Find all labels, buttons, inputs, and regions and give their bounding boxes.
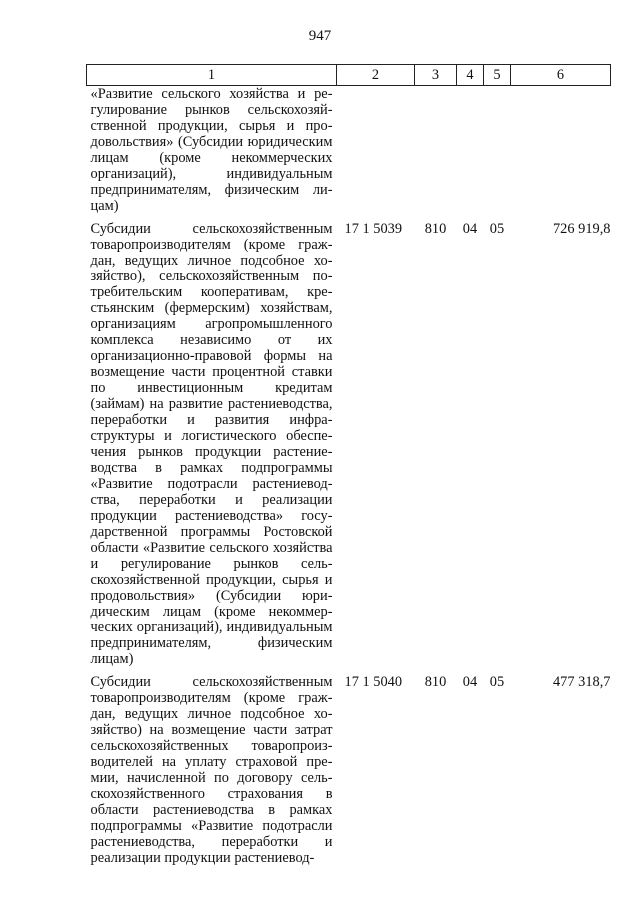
row-amount: 726 919,8 xyxy=(552,220,611,237)
row-expense-type: 810 xyxy=(424,674,447,691)
row-expense-type xyxy=(415,86,457,215)
row-expense-type: 810 xyxy=(424,220,447,237)
row-section: 04 xyxy=(462,220,478,237)
row-subsection xyxy=(484,86,511,215)
column-header-5: 5 xyxy=(484,65,511,86)
row-section: 04 xyxy=(462,674,478,691)
row-description: Субсидии сельскохозяйственным товаропроизводителям (кроме граждан, ведущих личное подсобное хозяйство) на возмещение части затрат сельскохозяйственных товаропроизводителей на уплату страховой премии, начисленной по договору сельскохозяйственного страхования в области растениеводства в рамках подпрограммы «Развитие подотрасли растениеводства, переработки и реализации продукции растениевод- xyxy=(90,674,333,866)
table-row xyxy=(87,215,611,669)
row-description: «Развитие сельского хозяйства и регулирование рынков сельскохозяйственной продукции, сырья и продовольствия» (Субсидии юридическим лицам (кроме некоммерческих организаций), индивидуальным предпринимателям, физическим лицам) xyxy=(90,86,333,214)
budget-table xyxy=(86,64,611,867)
column-header-6: 6 xyxy=(511,65,611,86)
page-number: 947 xyxy=(308,28,332,44)
table-header-row xyxy=(87,65,611,86)
column-header-3: 3 xyxy=(415,65,457,86)
row-section xyxy=(457,86,484,215)
row-target-code: 17 1 5039 xyxy=(344,220,403,237)
column-header-4: 4 xyxy=(457,65,484,86)
column-header-2: 2 xyxy=(337,65,415,86)
column-header-1: 1 xyxy=(87,65,337,86)
row-target-code xyxy=(337,86,415,215)
table-row xyxy=(87,668,611,866)
row-subsection: 05 xyxy=(489,220,505,237)
row-amount: 477 318,7 xyxy=(552,674,611,691)
row-target-code: 17 1 5040 xyxy=(344,674,403,691)
table-row xyxy=(87,86,611,215)
row-subsection: 05 xyxy=(489,674,505,691)
row-description: Субсидии сельскохозяйственным товаропроизводителям (кроме граждан, ведущих личное подсобное хозяйство), сельскохозяйственным потребительским кооперативам, крестьянским (фермерским) хозяйствам, организациям агропромышленного комплекса независимо от их организационно-правовой формы на возмещение части процентной ставки по инвестиционным кредитам (займам) на развитие растениеводства, переработки и развития инфраструктуры и логистического обеспечения рынков продукции растениеводства в рамках подпрограммы «Развитие подотрасли растениеводства, переработки и реализации продукции растениеводства» государственной программы Ростовской области «Развитие сельского хозяйства и регулирование рынков сельскохозяйственной продукции, сырья и продовольствия» (Субсидии юридическим лицам (кроме некоммерческих организаций), индивидуальным предпринимателям, физическим лицам) xyxy=(90,220,333,668)
row-amount xyxy=(511,86,611,215)
